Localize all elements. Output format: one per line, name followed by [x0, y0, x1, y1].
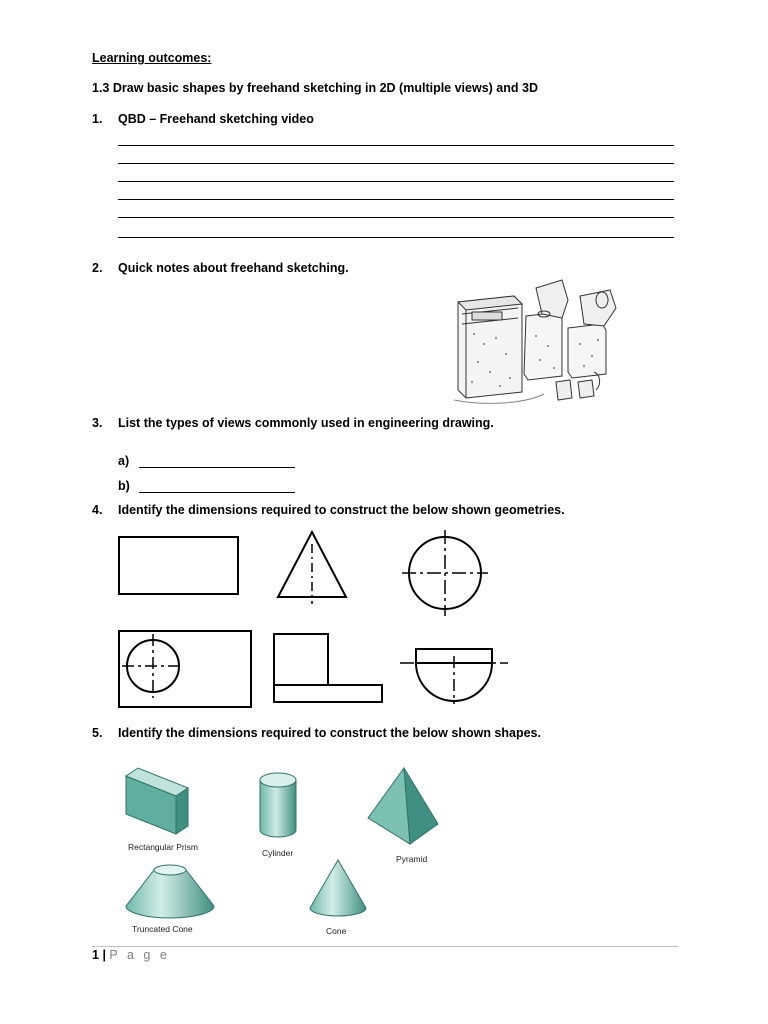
geometry-rectangle: [112, 530, 242, 600]
cone-shape: [304, 858, 374, 938]
answer-line[interactable]: [118, 237, 674, 238]
footer: [92, 948, 170, 963]
option-b-answer-line[interactable]: [139, 492, 295, 493]
question-5-number: 5.: [92, 726, 103, 740]
geometry-rectangle-with-hole: [116, 628, 256, 710]
rectangular-prism-shape: [120, 766, 230, 856]
question-1-text: QBD – Freehand sketching video: [118, 112, 314, 126]
footer-divider: [92, 946, 678, 947]
answer-line[interactable]: [118, 145, 674, 146]
rectangular-prism-label: Rectangular Prism: [128, 842, 198, 852]
question-5-text: Identify the dimensions required to construct the below shown shapes.: [118, 726, 541, 740]
geometry-semicircle: [398, 646, 510, 730]
cone-label: Cone: [326, 926, 347, 936]
section-title: Learning outcomes:: [92, 51, 212, 65]
geometry-triangle: [272, 526, 352, 606]
answer-line[interactable]: [118, 217, 674, 218]
page-label: P a g e: [109, 948, 170, 962]
question-3-text: List the types of views commonly used in engineering drawing.: [118, 416, 494, 430]
question-2-text: Quick notes about freehand sketching.: [118, 261, 349, 275]
geometry-circle: [400, 528, 490, 618]
page-separator: |: [102, 948, 106, 962]
cylinder-label: Cylinder: [262, 848, 294, 858]
option-b-label: b): [118, 479, 130, 493]
answer-line[interactable]: [118, 181, 674, 182]
pyramid-shape: [364, 766, 454, 866]
truncated-cone-shape: [122, 860, 222, 936]
pyramid-label: Pyramid: [396, 854, 428, 864]
option-a-answer-line[interactable]: [139, 467, 295, 468]
question-3-number: 3.: [92, 416, 103, 430]
page-number: 1: [92, 948, 99, 962]
option-a-label: a): [118, 454, 130, 468]
question-4-text: Identify the dimensions required to construct the below shown geometries.: [118, 503, 565, 517]
answer-line[interactable]: [118, 163, 674, 164]
answer-line[interactable]: [118, 199, 674, 200]
question-2-number: 2.: [92, 261, 103, 275]
geometry-l-shape: [270, 630, 386, 706]
cylinder-shape: [250, 770, 320, 866]
learning-outcome: 1.3 Draw basic shapes by freehand sketching in 2D (multiple views) and 3D: [92, 81, 538, 95]
question-4-number: 4.: [92, 503, 103, 517]
freehand-sketch-image: [444, 274, 624, 409]
truncated-cone-label: Truncated Cone: [132, 924, 193, 934]
question-1-number: 1.: [92, 112, 103, 126]
